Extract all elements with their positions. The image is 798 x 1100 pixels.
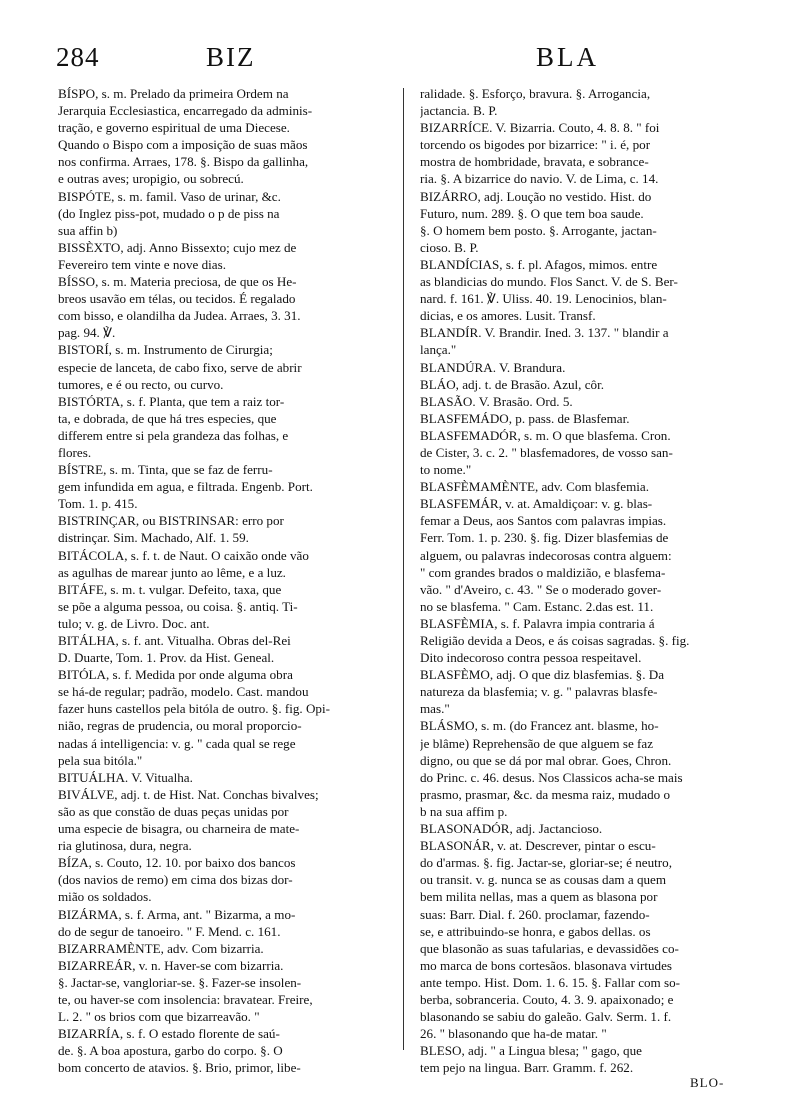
entry-line: ralidade. §. Esforço, bravura. §. Arrogancia,: [420, 86, 651, 101]
entry-line: nião, regras de prudencia, ou moral proporcio-: [58, 718, 302, 734]
entry-line: se, e attribuindo-se honra, e gabos dellas. os: [420, 923, 651, 939]
entry-line: Fevereiro tem vinte e nove dias.: [58, 256, 226, 272]
entry-line: bem milita nellas, mas a quem as blasona por: [420, 889, 658, 905]
entry-line: ta, e dobrada, de que há tres especies, que: [58, 410, 277, 426]
entry-line: je blâme) Reprehensão de que alguem se faz: [420, 735, 654, 751]
entry-line: nadas á intelligencia: v. g. " cada qual se rege: [58, 735, 296, 751]
dictionary-entry: [58, 906, 396, 940]
dictionary-entry: [58, 547, 396, 581]
dictionary-entry: [420, 256, 758, 324]
entry-line: BLASONADÓR, adj. Jactancioso.: [420, 821, 603, 837]
entry-line: do d'armas. §. fig. Jactar-se, gloriar-se; é neutro,: [420, 855, 672, 871]
dictionary-entry: [420, 410, 758, 427]
entry-line: BLASFÈMAMÈNTE, adv. Com blasfemia.: [420, 479, 649, 495]
entry-line: BLASFÈMO, adj. O que diz blasfemias. §. Da: [420, 667, 665, 683]
entry-line: BÍZA, s. Couto, 12. 10. por baixo dos bancos: [58, 855, 296, 871]
dictionary-entry: [58, 632, 396, 666]
entry-line: tração, e governo espiritual de uma Diecese.: [58, 120, 290, 136]
entry-line: BIZARRAMÈNTE, adv. Com bizarria.: [58, 940, 264, 956]
entry-line: cioso. B. P.: [420, 239, 479, 255]
dictionary-entry: [58, 666, 396, 769]
dictionary-entry: [420, 820, 758, 837]
entry-line: BITUÁLHA. V. Vitualha.: [58, 769, 193, 785]
entry-line: BLÁO, adj. t. de Brasão. Azul, côr.: [420, 376, 605, 392]
entry-line: BITÁCOLA, s. f. t. de Naut. O caixão onde vão: [58, 547, 309, 563]
entry-line: BIZÁRMA, s. f. Arma, ant. " Bizarma, a mo-: [58, 906, 296, 922]
entry-line: BITÓLA, s. f. Medida por onde alguma obra: [58, 667, 293, 683]
entry-line: BIZÁRRO, adj. Loução no vestido. Hist. do: [420, 188, 652, 204]
right-guide-word: BLA: [536, 42, 599, 72]
entry-line: L. 2. " os brios com que bizarreavão. ": [58, 1009, 260, 1025]
dictionary-entry: [420, 188, 758, 256]
dictionary-entry: [58, 854, 396, 905]
entry-line: D. Duarte, Tom. 1. Prov. da Hist. Geneal.: [58, 650, 275, 666]
entry-line: bom concerto de atavios. §. Brio, primor, libe-: [58, 1060, 301, 1076]
dictionary-entry: [58, 461, 396, 512]
entry-line: BIVÁLVE, adj. t. de Hist. Nat. Conchas bivalves;: [58, 786, 319, 802]
dictionary-entry: [58, 341, 396, 392]
entry-line: prasmo, prasmar, &c. da mesma raiz, mudado o: [420, 786, 670, 802]
entry-line: BIZARRÍA, s. f. O estado florente de saú-: [58, 1026, 280, 1042]
dictionary-entry: [58, 957, 396, 1025]
entry-line: BISTRINÇAR, ou BISTRINSAR: erro por: [58, 513, 284, 529]
right-column: [420, 85, 758, 1076]
dictionary-entry: [420, 393, 758, 410]
entry-line: BLESO, adj. " a Lingua blesa; " gago, que: [420, 1043, 642, 1059]
page-number: 284: [56, 42, 100, 72]
entry-line: BISSÈXTO, adj. Anno Bissexto; cujo mez de: [58, 239, 297, 255]
entry-line: BLANDÍCIAS, s. f. pl. Afagos, mimos. entre: [420, 256, 658, 272]
entry-line: BISPÓTE, s. m. famil. Vaso de urinar, &c.: [58, 188, 281, 204]
entry-line: Quando o Bispo com a imposição de suas mãos: [58, 137, 308, 153]
entry-line: uma especie de bisagra, ou charneira de mate-: [58, 821, 300, 837]
entry-line: fazer huns castellos pela bitóla de outro. §. fig. Opi-: [58, 701, 330, 717]
entry-line: tumores, e é ou recto, ou curvo.: [58, 376, 224, 392]
entry-line: §. O homem bem posto. §. Arrogante, jactan-: [420, 222, 657, 238]
entry-line: ante tempo. Hist. Dom. 1. 6. 15. §. Fallar com so-: [420, 974, 681, 990]
column-divider: [403, 88, 404, 1050]
entry-line: ria. §. A bizarrice do navio. V. de Lima, c. 14.: [420, 171, 659, 187]
entry-line: mo marca de bons cortesãos. blasonava virtudes: [420, 957, 672, 973]
entry-line: berba, sobranceria. Couto, 4. 3. 9. apaixonado; e: [420, 991, 674, 1007]
entry-line: BÍSSO, s. m. Materia preciosa, de que os He-: [58, 274, 297, 290]
entry-line: alguem, ou palavras indecorosas contra alguem:: [420, 547, 672, 563]
dictionary-entry: [420, 1042, 758, 1076]
entry-line: BISTORÍ, s. m. Instrumento de Cirurgia;: [58, 342, 273, 358]
entry-line: as agulhas de marear junto ao lême, e a luz.: [58, 564, 286, 580]
dictionary-entry: [420, 359, 758, 376]
dictionary-entry: [420, 324, 758, 358]
entry-line: suas: Barr. Dial. f. 260. proclamar, fazendo-: [420, 906, 650, 922]
catchword: BLO-: [690, 1075, 725, 1090]
entry-line: " com grandes brados o maldizião, e blasfema-: [420, 564, 666, 580]
dictionary-entry: [420, 837, 758, 1042]
entry-line: as blandicias do mundo. Flos Sanct. V. de S. Ber-: [420, 274, 678, 290]
left-guide-word: BIZ: [206, 42, 256, 72]
entry-line: que blasonão as suas tafularias, e devassidões co-: [420, 940, 679, 956]
dictionary-entry: [420, 495, 758, 615]
entry-line: BIZARREÁR, v. n. Haver-se com bizarria.: [58, 957, 284, 973]
entry-line: BLASFEMÁR, v. at. Amaldiçoar: v. g. blas-: [420, 496, 653, 512]
dictionary-entry: [58, 581, 396, 632]
dictionary-entry: [58, 769, 396, 786]
entry-line: natureza da blasfemia; v. g. " palavras blasfe-: [420, 684, 658, 700]
entry-line: pag. 94. ℣.: [58, 325, 116, 341]
entry-line: mião os soldados.: [58, 889, 152, 905]
dictionary-entry: [58, 239, 396, 273]
entry-line: femar a Deus, aos Santos com palavras impias.: [420, 513, 667, 529]
entry-line: b na sua affim p.: [420, 803, 508, 819]
entry-line: no se blasfema. " Cam. Estanc. 2.das est. 11.: [420, 598, 654, 614]
dictionary-entry: [420, 427, 758, 478]
entry-line: BLANDÚRA. V. Brandura.: [420, 359, 566, 375]
entry-line: (dos navios de remo) em cima dos bizas dor-: [58, 872, 293, 888]
entry-line: 26. " blasonando que ha-de matar. ": [420, 1026, 607, 1042]
dictionary-entry: [58, 512, 396, 546]
entry-line: com bisso, e olandilha da Judea. Arraes, 3. 31.: [58, 308, 301, 324]
entry-line: BLANDÍR. V. Brandir. Ined. 3. 137. " blandir a: [420, 325, 669, 341]
entry-line: jactancia. B. P.: [420, 103, 498, 119]
entry-line: pela sua bitóla.": [58, 752, 143, 768]
entry-line: §. Jactar-se, vangloriar-se. §. Fazer-se insolen-: [58, 974, 302, 990]
entry-line: flores.: [58, 444, 92, 460]
dictionary-entry: [58, 393, 396, 461]
entry-line: (do Inglez piss-pot, mudado o p de piss na: [58, 205, 280, 221]
entry-line: tem pejo na lingua. Barr. Gramm. f. 262.: [420, 1060, 634, 1076]
entry-line: torcendo os bigodes por bizarrice: " i. é, por: [420, 137, 651, 153]
dictionary-entry: [420, 717, 758, 820]
left-column: [58, 85, 396, 1076]
entry-line: BISTÓRTA, s. f. Planta, que tem a raiz tor-: [58, 393, 285, 409]
entry-line: differem entre si pela grandeza das folhas, e: [58, 427, 289, 443]
dictionary-entry: [58, 188, 396, 239]
entry-line: Dito indecoroso contra pessoa respeitavel.: [420, 650, 642, 666]
entry-line: te, ou haver-se com insolencia: bravatear. Freire,: [58, 991, 313, 1007]
entry-line: sua affin b): [58, 222, 118, 238]
entry-line: mas.": [420, 701, 450, 717]
entry-line: digno, ou que se dá por mal obrar. Goes, Chron.: [420, 752, 672, 768]
entry-line: Tom. 1. p. 415.: [58, 496, 138, 512]
entry-line: de. §. A boa apostura, garbo do corpo. §. O: [58, 1043, 283, 1059]
entry-line: BITÁLHA, s. f. ant. Vitualha. Obras del-Rei: [58, 633, 291, 648]
entry-line: Religião devida a Deos, e ás coisas sagradas. §. fig.: [420, 633, 690, 648]
entry-line: do Princ. c. 46. desus. Nos Classicos acha-se mais: [420, 769, 683, 785]
dictionary-entry: [58, 1025, 396, 1076]
entry-line: tulo; v. g. de Livro. Doc. ant.: [58, 615, 210, 631]
entry-line: to nome.": [420, 462, 472, 478]
entry-line: se põe a alguma pessoa, ou coisa. §. antiq. Ti-: [58, 598, 298, 614]
entry-line: BÍSTRE, s. m. Tinta, que se faz de ferru-: [58, 462, 273, 478]
entry-line: gem infundida em agua, e filtrada. Engenb. Port.: [58, 479, 313, 495]
entry-line: lança.": [420, 342, 457, 358]
running-header: [56, 42, 756, 82]
dictionary-entry: [420, 119, 758, 187]
entry-line: vão. " d'Aveiro, c. 43. " Se o moderado gover-: [420, 581, 662, 597]
entry-line: Ferr. Tom. 1. p. 230. §. fig. Dizer blasfemias de: [420, 530, 669, 546]
entry-line: ria glutinosa, dura, negra.: [58, 838, 192, 854]
entry-line: BIZARRÍCE. V. Bizarria. Couto, 4. 8. 8. " foi: [420, 120, 660, 136]
entry-line: nos confirma. Arraes, 178. §. Bispo da gallinha,: [58, 154, 309, 170]
entry-line: BÍSPO, s. m. Prelado da primeira Ordem na: [58, 86, 289, 101]
dictionary-entry: [420, 478, 758, 495]
dictionary-entry: [420, 85, 758, 119]
dictionary-entry: [58, 786, 396, 854]
entry-line: BLASFÈMIA, s. f. Palavra impia contraria á: [420, 615, 655, 631]
entry-line: distrinçar. Sim. Machado, Alf. 1. 59.: [58, 530, 249, 546]
entry-line: breos usavão em télas, ou tecidos. É regalado: [58, 291, 296, 307]
entry-line: mostra de hombridade, bravata, e sobrance-: [420, 154, 649, 170]
entry-line: ou transit. v. g. nunca se as cousas dam a quem: [420, 872, 667, 888]
entry-line: se há-de regular; padrão, modelo. Cast. mandou: [58, 684, 309, 700]
entry-line: Futuro, num. 289. §. O que tem boa saude.: [420, 205, 644, 221]
dictionary-entry: [420, 376, 758, 393]
dictionary-entry: [420, 666, 758, 717]
entry-line: BLASFEMADÓR, s. m. O que blasfema. Cron.: [420, 427, 671, 443]
entry-line: BITÁFE, s. m. t. vulgar. Defeito, taxa, que: [58, 581, 282, 597]
entry-line: blasonando se sabiu do galeão. Galv. Serm. 1. f.: [420, 1009, 672, 1025]
entry-line: de Cister, 3. c. 2. " blasfemadores, de vosso san-: [420, 444, 673, 460]
entry-line: BLÁSMO, s. m. (do Francez ant. blasme, ho-: [420, 718, 659, 734]
entry-line: BLASONÁR, v. at. Descrever, pintar o escu-: [420, 838, 656, 854]
dictionary-entry: [58, 273, 396, 341]
dictionary-entry: [58, 940, 396, 957]
entry-line: Jerarquia Ecclesiastica, encarregado da adminis-: [58, 103, 313, 119]
entry-line: dicias, e os amores. Lusit. Transf.: [420, 308, 596, 324]
entry-line: e outras aves; uropigio, ou sobrecú.: [58, 171, 244, 187]
entry-line: especie de lanceta, de cabo fixo, serve de abrir: [58, 359, 302, 375]
entry-line: do de segur de tanoeiro. " F. Mend. c. 161.: [58, 923, 281, 939]
entry-line: são as que constão de duas peças unidas por: [58, 803, 289, 819]
entry-line: BLASÃO. V. Brasão. Ord. 5.: [420, 393, 573, 409]
dictionary-entry: [420, 615, 758, 666]
entry-line: nard. f. 161. ℣. Uliss. 40. 19. Lenocinios, blan-: [420, 291, 667, 307]
entry-line: BLASFEMÁDO, p. pass. de Blasfemar.: [420, 410, 630, 426]
dictionary-entry: [58, 85, 396, 188]
